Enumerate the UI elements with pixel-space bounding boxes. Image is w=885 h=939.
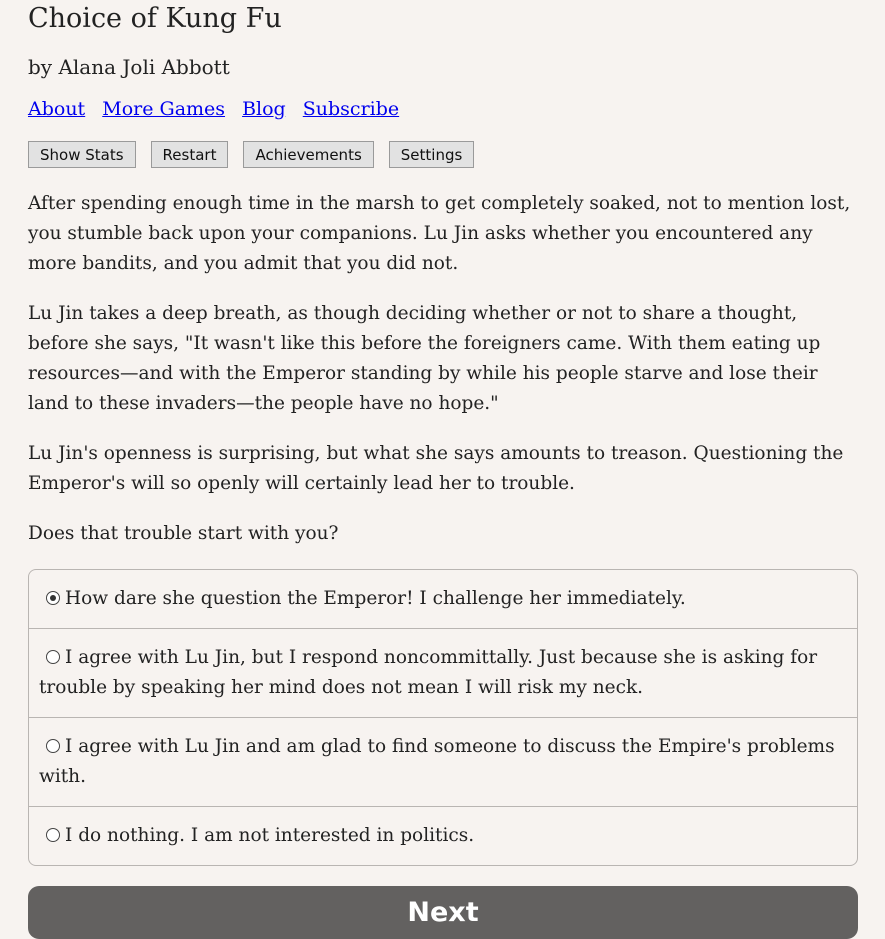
about-link[interactable]: About [28,98,86,120]
story-question: Does that trouble start with you? [28,523,339,544]
next-button[interactable]: Next [28,886,858,939]
choice-option-4[interactable] [29,806,857,865]
author-byline: by Alana Joli Abbott [28,55,230,79]
radio-icon[interactable] [46,739,60,753]
radio-icon[interactable] [46,650,60,664]
radio-icon[interactable] [46,828,60,842]
blog-link[interactable]: Blog [242,98,286,120]
restart-button[interactable]: Restart [151,141,229,168]
achievements-button[interactable]: Achievements [243,141,373,168]
subscribe-link[interactable]: Subscribe [302,98,400,120]
choice-option-1[interactable] [29,570,857,628]
story-paragraph: Lu Jin takes a deep breath, as though deciding whether or not to share a thought, before she says, "It wasn't like this before the foreigners came. With them eating up resources—and with the Emperor standing by while his people starve and lose their land to these invaders—the people have no hope." [28,303,821,414]
story-paragraph: Lu Jin's openness is surprising, but what she says amounts to treason. Questioning the Emperor's will so openly will certainly lead her to trouble. [28,443,844,494]
settings-button[interactable]: Settings [389,141,475,168]
choice-option-2[interactable] [29,628,857,717]
toolbar [28,141,858,168]
choice-label: I agree with Lu Jin, but I respond noncommittally. Just because she is asking for trouble by speaking her mind does not mean I will risk my neck. [39,647,818,698]
choice-label: How dare she question the Emperor! I challenge her immediately. [65,588,686,609]
story-text [28,189,858,549]
game-title: Choice of Kung Fu [28,3,282,34]
choice-list [28,569,858,866]
choice-option-3[interactable] [29,717,857,806]
show-stats-button[interactable]: Show Stats [28,141,136,168]
header-links [28,95,858,123]
story-paragraph: After spending enough time in the marsh to get completely soaked, not to mention lost, you stumble back upon your companions. Lu Jin asks whether you encountered any more bandits, and you admit that you did not. [28,193,851,274]
choice-label: I do nothing. I am not interested in politics. [65,825,475,846]
choice-label: I agree with Lu Jin and am glad to find someone to discuss the Empire's problems with. [39,736,835,787]
radio-selected-icon[interactable] [46,591,60,605]
more-games-link[interactable]: More Games [102,98,226,120]
